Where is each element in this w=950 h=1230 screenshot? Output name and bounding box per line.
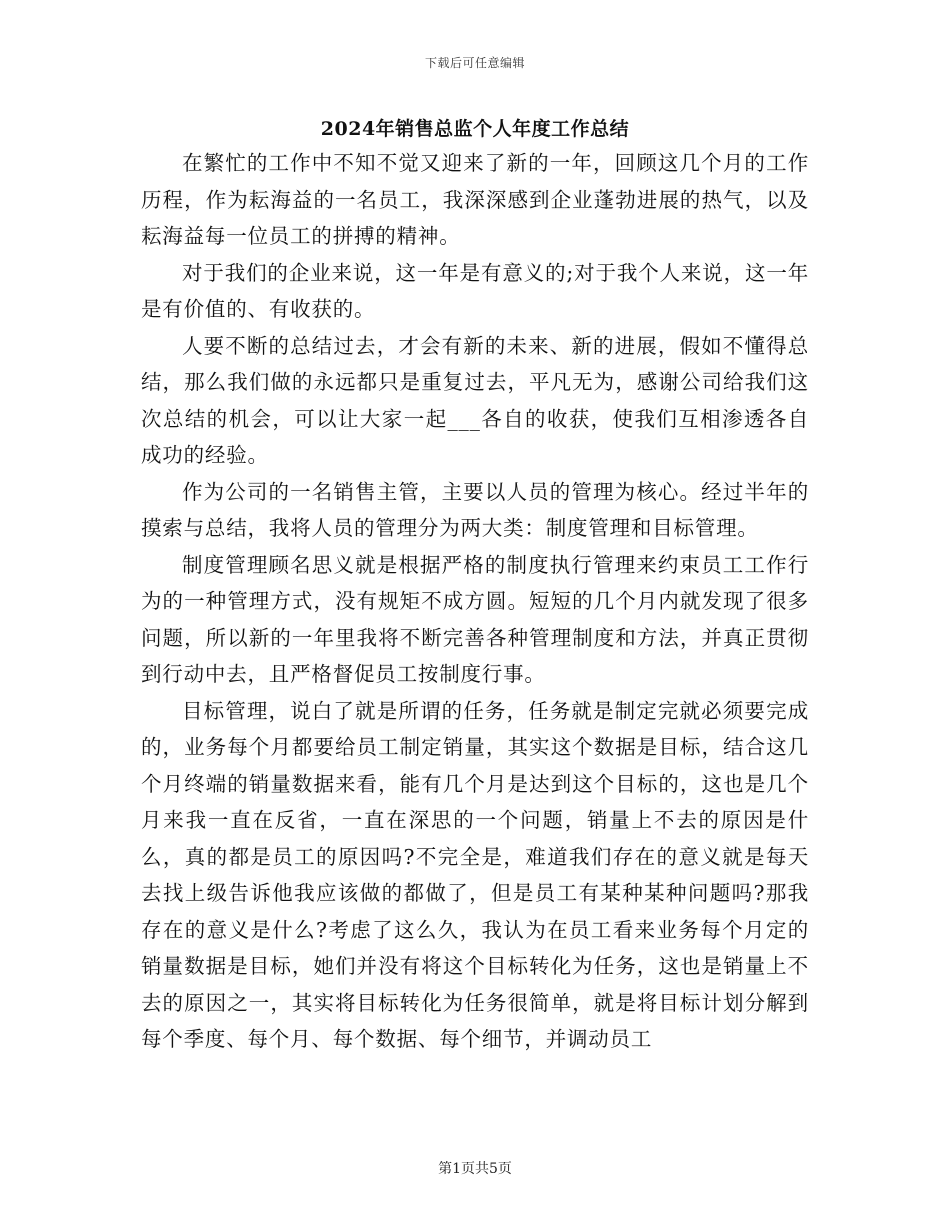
paragraph-2: 对于我们的企业来说，这一年是有意义的;对于我个人来说，这一年是有价值的、有收获的。 [141,260,809,321]
paragraph-1: 在繁忙的工作中不知不觉又迎来了新的一年，回顾这几个月的工作历程，作为耘海益的一名员工，我深深感到企业蓬勃进展的热气，以及耘海益每一位员工的拼搏的精神。 [141,151,809,248]
paragraph-5: 制度管理顾名思义就是根据严格的制度执行管理来约束员工工作行为的一种管理方式，没有规矩不成方圆。短短的几个月内就发现了很多问题，所以新的一年里我将不断完善各种管理制度和方法，并真正贯彻到行动中去，且严格督促员工按制度行事。 [141,552,809,686]
header-note: 下载后可任意编辑 [424,56,525,70]
paragraph-6: 目标管理，说白了就是所谓的任务，任务就是制定完就必须要完成的，业务每个月都要给员工制定销量，其实这个数据是目标，结合这几个月终端的销量数据来看，能有几个月是达到这个目标的，这也是几个月来我一直在反省，一直在深思的一个问题，销量上不去的原因是什么，真的都是员工的原因吗?不完全是，难道我们存在的意义就是每天去找上级告诉他我应该做的都做了，但是员工有某种某种问题吗?那我存在的意义是什么?考虑了这么久，我认为在员工看来业务每个月定的销量数据是目标，她们并没有将这个目标转化为任务，这也是销量上不去的原因之一，其实将目标转化为任务很简单，就是将目标计划分解到每个季度、每个月、每个数据、每个细节，并调动员工 [141,698,809,1051]
paragraph-4: 作为公司的一名销售主管，主要以人员的管理为核心。经过半年的摸索与总结，我将人员的管理分为两大类：制度管理和目标管理。 [141,479,809,540]
document-title: 2024年销售总监个人年度工作总结 [320,118,630,140]
paragraph-3: 人要不断的总结过去，才会有新的未来、新的进展，假如不懂得总结，那么我们做的永远都只是重复过去，平凡无为，感谢公司给我们这次总结的机会，可以让大家一起___各自的收获，使我们互相渗透各自成功的经验。 [141,333,809,467]
document-body [141,145,809,1058]
page-number-footer: 第1页共5页 [438,1161,512,1177]
